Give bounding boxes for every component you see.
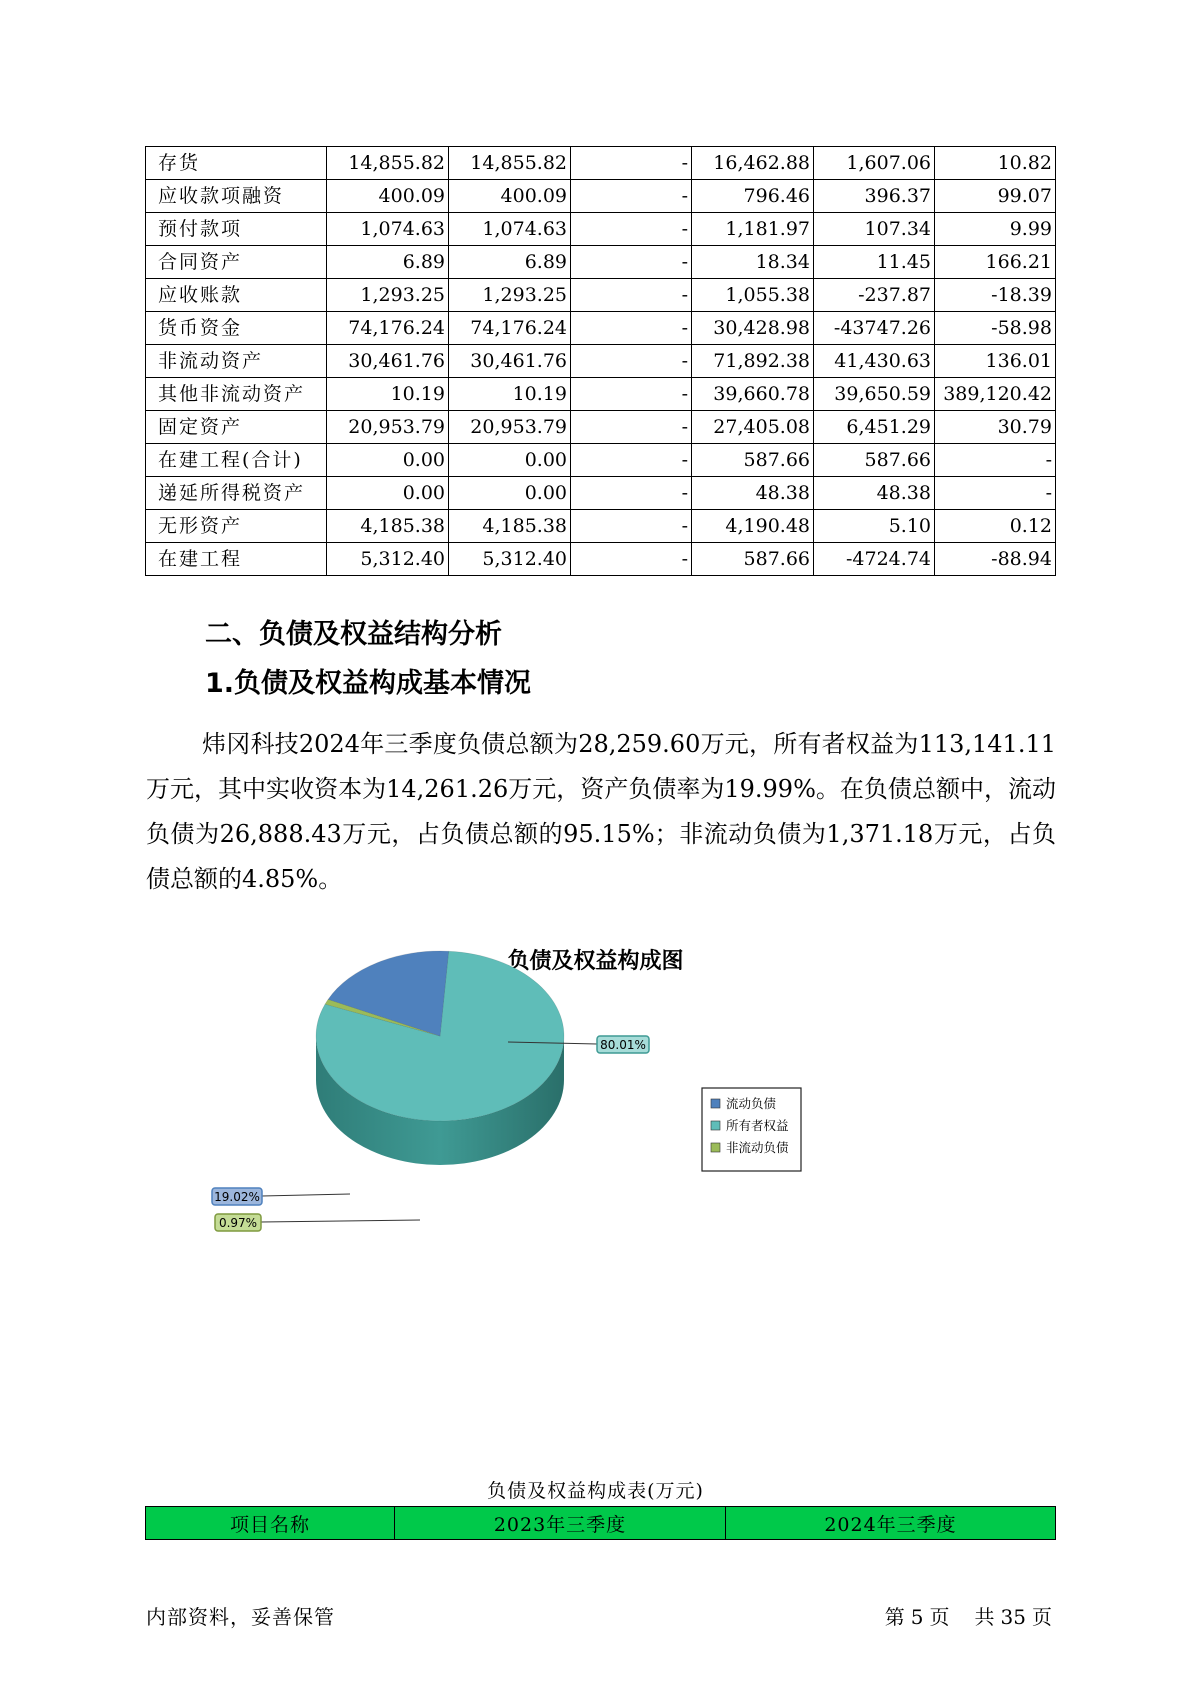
row-value-cell: -: [571, 312, 692, 345]
row-value-cell: -88.94: [935, 543, 1056, 576]
row-value-cell: 107.34: [814, 213, 935, 246]
row-value-cell: -: [571, 213, 692, 246]
row-value-cell: -237.87: [814, 279, 935, 312]
header-item-name: 项目名称: [146, 1507, 395, 1540]
row-value-cell: -: [571, 279, 692, 312]
row-value-cell: 6.89: [327, 246, 449, 279]
row-value-cell: 18.34: [692, 246, 814, 279]
legend-label-noncurrent-liabilities: 非流动负债: [726, 1140, 789, 1155]
row-item-name: 预付款项: [146, 213, 327, 246]
composition-table: [145, 1506, 1056, 1540]
legend-swatch-equity: [711, 1121, 720, 1130]
row-value-cell: 1,074.63: [327, 213, 449, 246]
row-value-cell: -: [571, 180, 692, 213]
row-value-cell: -: [571, 147, 692, 180]
row-value-cell: 5,312.40: [327, 543, 449, 576]
row-value-cell: 1,055.38: [692, 279, 814, 312]
row-value-cell: 136.01: [935, 345, 1056, 378]
row-value-cell: -: [571, 411, 692, 444]
row-value-cell: 0.00: [449, 444, 571, 477]
row-value-cell: -: [935, 444, 1056, 477]
legend-label-equity: 所有者权益: [726, 1118, 789, 1133]
row-value-cell: 1,181.97: [692, 213, 814, 246]
row-value-cell: 5.10: [814, 510, 935, 543]
row-item-name: 在建工程(合计): [146, 444, 327, 477]
row-value-cell: 48.38: [692, 477, 814, 510]
row-value-cell: -: [571, 378, 692, 411]
row-value-cell: 389,120.42: [935, 378, 1056, 411]
row-value-cell: 10.19: [327, 378, 449, 411]
table-caption: 负债及权益构成表(万元): [487, 1480, 704, 1502]
analysis-paragraph: 炜冈科技2024年三季度负债总额为28,259.60万元，所有者权益为113,141.11万元，其中实收资本为14,261.26万元，资产负债率为19.99%。在负债总额中，流动负债为26,888.43万元，占负债总额的95.15%；非流动负债为1,371.18万元，占负债总额的4.85%。: [146, 730, 1056, 893]
row-value-cell: 30,461.76: [449, 345, 571, 378]
table-header-row: [146, 1507, 1056, 1540]
footer-page-number: 第 5 页 共 35 页: [884, 1605, 1052, 1629]
row-item-name: 存货: [146, 147, 327, 180]
row-value-cell: 0.12: [935, 510, 1056, 543]
data-label-equity: 80.01%: [600, 1038, 646, 1052]
legend-label-current-liabilities: 流动负债: [726, 1096, 777, 1111]
row-value-cell: 20,953.79: [449, 411, 571, 444]
row-value-cell: -: [935, 477, 1056, 510]
row-value-cell: -: [571, 510, 692, 543]
row-value-cell: 1,293.25: [449, 279, 571, 312]
row-item-name: 应收款项融资: [146, 180, 327, 213]
chart-title: 负债及权益构成图: [507, 949, 684, 974]
row-value-cell: 74,176.24: [449, 312, 571, 345]
row-value-cell: -43747.26: [814, 312, 935, 345]
row-value-cell: 1,607.06: [814, 147, 935, 180]
legend-swatch-noncurrent-liabilities: [711, 1143, 720, 1152]
row-value-cell: 41,430.63: [814, 345, 935, 378]
row-item-name: 其他非流动资产: [146, 378, 327, 411]
row-value-cell: 99.07: [935, 180, 1056, 213]
row-item-name: 非流动资产: [146, 345, 327, 378]
row-value-cell: 400.09: [327, 180, 449, 213]
row-value-cell: 0.00: [327, 444, 449, 477]
row-value-cell: 39,660.78: [692, 378, 814, 411]
section-subheading: 1.负债及权益构成基本情况: [205, 668, 532, 699]
row-value-cell: 14,855.82: [449, 147, 571, 180]
header-2023q3: 2023年三季度: [395, 1507, 726, 1540]
data-label-leader-line: [262, 1194, 350, 1196]
row-value-cell: 0.00: [449, 477, 571, 510]
row-value-cell: 10.19: [449, 378, 571, 411]
row-value-cell: 14,855.82: [327, 147, 449, 180]
row-value-cell: -: [571, 246, 692, 279]
row-value-cell: 6.89: [449, 246, 571, 279]
row-value-cell: -: [571, 477, 692, 510]
row-value-cell: 30,461.76: [327, 345, 449, 378]
footer-confidential: 内部资料，妥善保管: [146, 1605, 335, 1629]
data-label-current-liabilities: 19.02%: [214, 1190, 260, 1204]
row-value-cell: 16,462.88: [692, 147, 814, 180]
row-value-cell: 796.46: [692, 180, 814, 213]
row-item-name: 应收账款: [146, 279, 327, 312]
data-label-noncurrent-liabilities: 0.97%: [218, 1216, 258, 1230]
row-value-cell: 30.79: [935, 411, 1056, 444]
row-value-cell: 396.37: [814, 180, 935, 213]
row-value-cell: 20,953.79: [327, 411, 449, 444]
row-value-cell: -18.39: [935, 279, 1056, 312]
chart-legend: [702, 1088, 801, 1171]
row-value-cell: 587.66: [692, 543, 814, 576]
row-value-cell: 11.45: [814, 246, 935, 279]
row-item-name: 无形资产: [146, 510, 327, 543]
row-item-name: 固定资产: [146, 411, 327, 444]
row-value-cell: 48.38: [814, 477, 935, 510]
row-value-cell: 5,312.40: [449, 543, 571, 576]
row-value-cell: 4,190.48: [692, 510, 814, 543]
row-value-cell: 1,074.63: [449, 213, 571, 246]
row-value-cell: -58.98: [935, 312, 1056, 345]
header-2024q3: 2024年三季度: [726, 1507, 1056, 1540]
row-value-cell: -: [571, 543, 692, 576]
row-value-cell: 166.21: [935, 246, 1056, 279]
row-value-cell: 587.66: [814, 444, 935, 477]
data-label-leader-line: [261, 1220, 420, 1222]
row-value-cell: -: [571, 444, 692, 477]
pie-slices: [316, 951, 564, 1165]
row-value-cell: 6,451.29: [814, 411, 935, 444]
row-value-cell: 587.66: [692, 444, 814, 477]
row-item-name: 货币资金: [146, 312, 327, 345]
row-value-cell: 4,185.38: [449, 510, 571, 543]
row-value-cell: 4,185.38: [327, 510, 449, 543]
row-value-cell: 74,176.24: [327, 312, 449, 345]
row-item-name: 在建工程: [146, 543, 327, 576]
row-item-name: 递延所得税资产: [146, 477, 327, 510]
row-value-cell: 9.99: [935, 213, 1056, 246]
section-heading: 二、负债及权益结构分析: [205, 619, 502, 650]
row-item-name: 合同资产: [146, 246, 327, 279]
row-value-cell: 71,892.38: [692, 345, 814, 378]
row-value-cell: 30,428.98: [692, 312, 814, 345]
row-value-cell: -4724.74: [814, 543, 935, 576]
row-value-cell: 27,405.08: [692, 411, 814, 444]
row-value-cell: 39,650.59: [814, 378, 935, 411]
row-value-cell: 10.82: [935, 147, 1056, 180]
row-value-cell: -: [571, 345, 692, 378]
row-value-cell: 0.00: [327, 477, 449, 510]
row-value-cell: 400.09: [449, 180, 571, 213]
legend-swatch-current-liabilities: [711, 1099, 720, 1108]
row-value-cell: 1,293.25: [327, 279, 449, 312]
